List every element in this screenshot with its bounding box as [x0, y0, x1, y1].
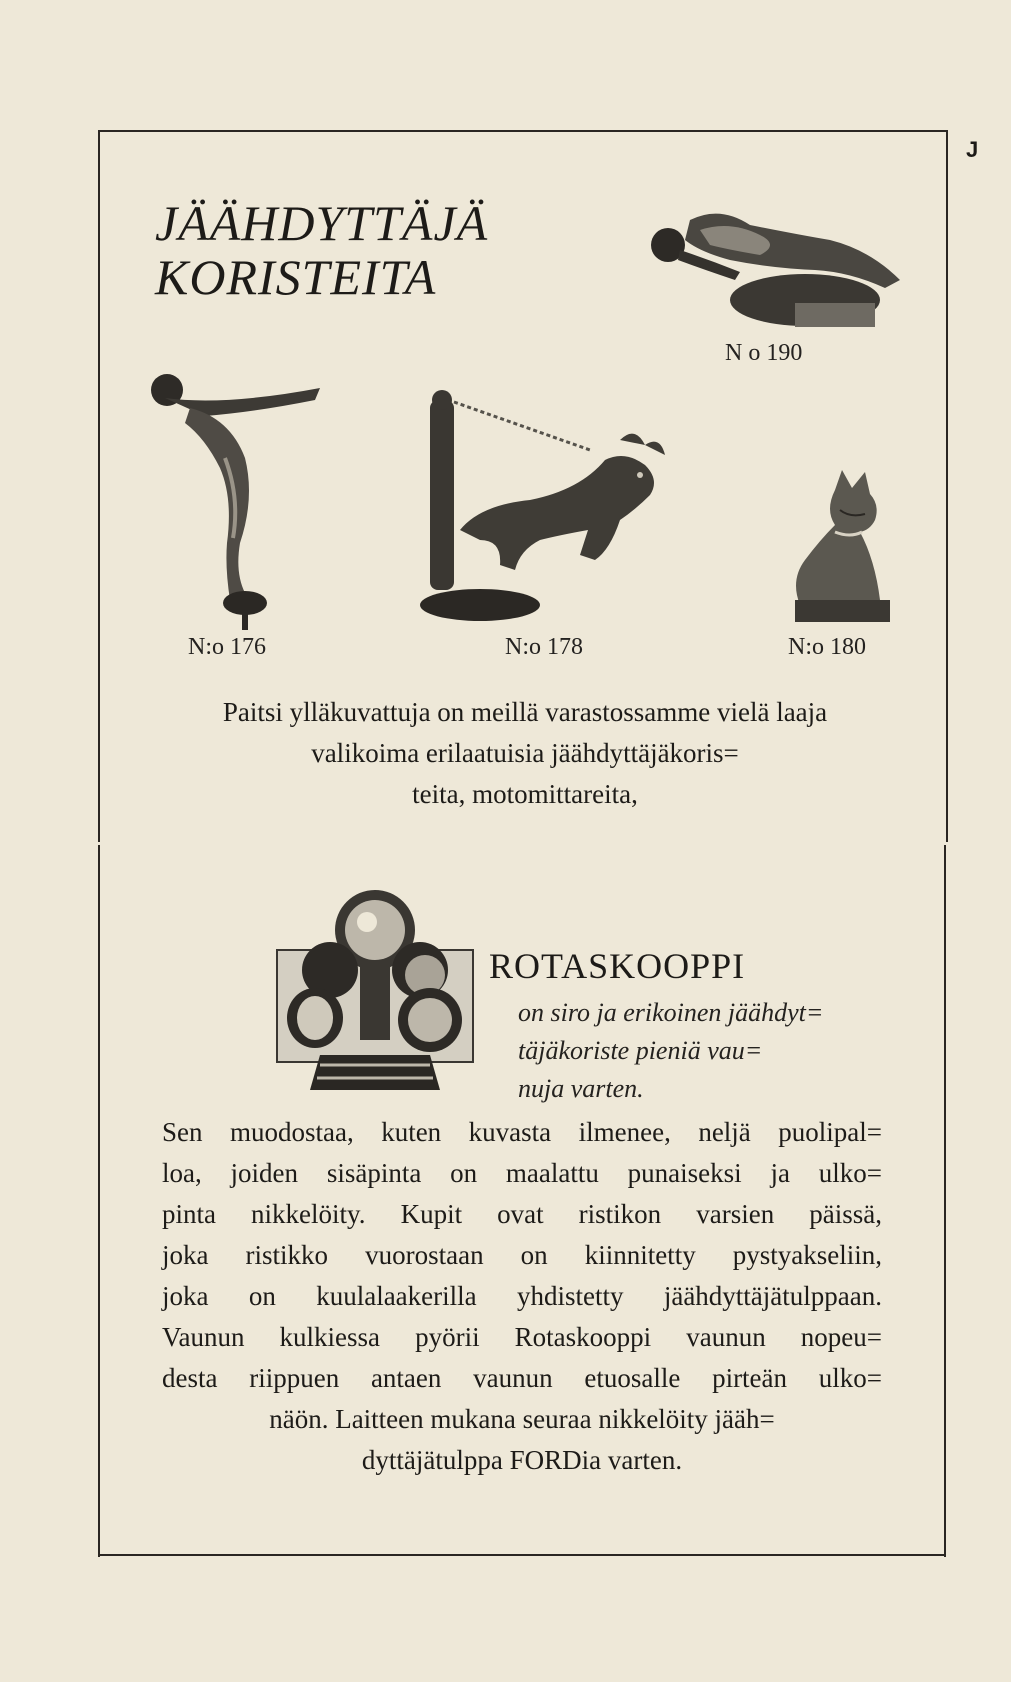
body-line: pinta nikkelöity. Kupit ovat ristikon varsien päissä, — [162, 1199, 882, 1229]
body-paragraph — [162, 1112, 882, 1399]
title-line-2: KORISTEITA — [155, 249, 437, 305]
margin-letter: J — [966, 137, 979, 162]
closing-paragraph — [162, 1399, 882, 1481]
rotaskooppi-desc-line: nuja varten. — [518, 1074, 644, 1103]
body-line: joka ristikko vuorostaan on kiinnitetty pystyakseliin, — [162, 1240, 882, 1270]
figurine-reclining-woman-icon — [630, 190, 910, 340]
figurine-bulldog-post-icon — [420, 390, 690, 630]
figurine-winged-woman-icon — [145, 368, 325, 630]
figure-178-label: N:o 178 — [505, 634, 583, 660]
closing-line: dyttäjätulppa FORDia varten. — [361, 1445, 683, 1475]
intro-line: Paitsi ylläkuvattuja on meillä varastossamme vielä laaja — [222, 697, 828, 727]
frame-bottom-rule — [98, 1554, 945, 1556]
rotaskooppi-desc-line: täjäkoriste pieniä vau= — [518, 1036, 763, 1065]
intro-paragraph — [120, 692, 930, 815]
intro-line: valikoima erilaatuisia jäähdyttäjäkoris= — [311, 738, 739, 768]
frame-left-rule-lower — [98, 845, 100, 1557]
body-line: loa, joiden sisäpinta on maalattu punaiseksi ja ulko= — [162, 1158, 882, 1188]
figure-190-label: N o 190 — [725, 340, 803, 366]
figure-180-label: N:o 180 — [788, 634, 866, 660]
rotaskooppi-device-icon — [275, 890, 475, 1100]
body-line: Sen muodostaa, kuten kuvasta ilmenee, neljä puolipal= — [162, 1117, 882, 1147]
rotaskooppi-desc-line: on siro ja erikoinen jäähdyt= — [518, 998, 824, 1027]
body-line: joka on kuulalaakerilla yhdistetty jäähdyttäjätulppaan. — [162, 1281, 882, 1311]
figurine-sitting-dog-icon — [780, 470, 900, 630]
frame-top-rule — [98, 130, 948, 132]
title-line-1: JÄÄHDYTTÄJÄ — [155, 195, 489, 251]
frame-right-rule-lower — [944, 845, 946, 1557]
closing-line: näön. Laitteen mukana seuraa nikkelöity jääh= — [269, 1404, 775, 1434]
figure-176-label: N:o 176 — [188, 634, 266, 660]
frame-left-rule-upper — [98, 130, 100, 842]
rotaskooppi-description — [518, 994, 823, 1108]
body-line: desta riippuen antaen vaunun etuosalle pirteän ulko= — [162, 1363, 882, 1393]
rotaskooppi-title: ROTASKOOPPI — [489, 946, 746, 986]
frame-right-rule-upper — [946, 130, 948, 842]
page-title — [155, 196, 488, 304]
intro-line: teita, motomittareita, — [412, 779, 638, 809]
body-line: Vaunun kulkiessa pyörii Rotaskooppi vaunun nopeu= — [162, 1322, 882, 1352]
